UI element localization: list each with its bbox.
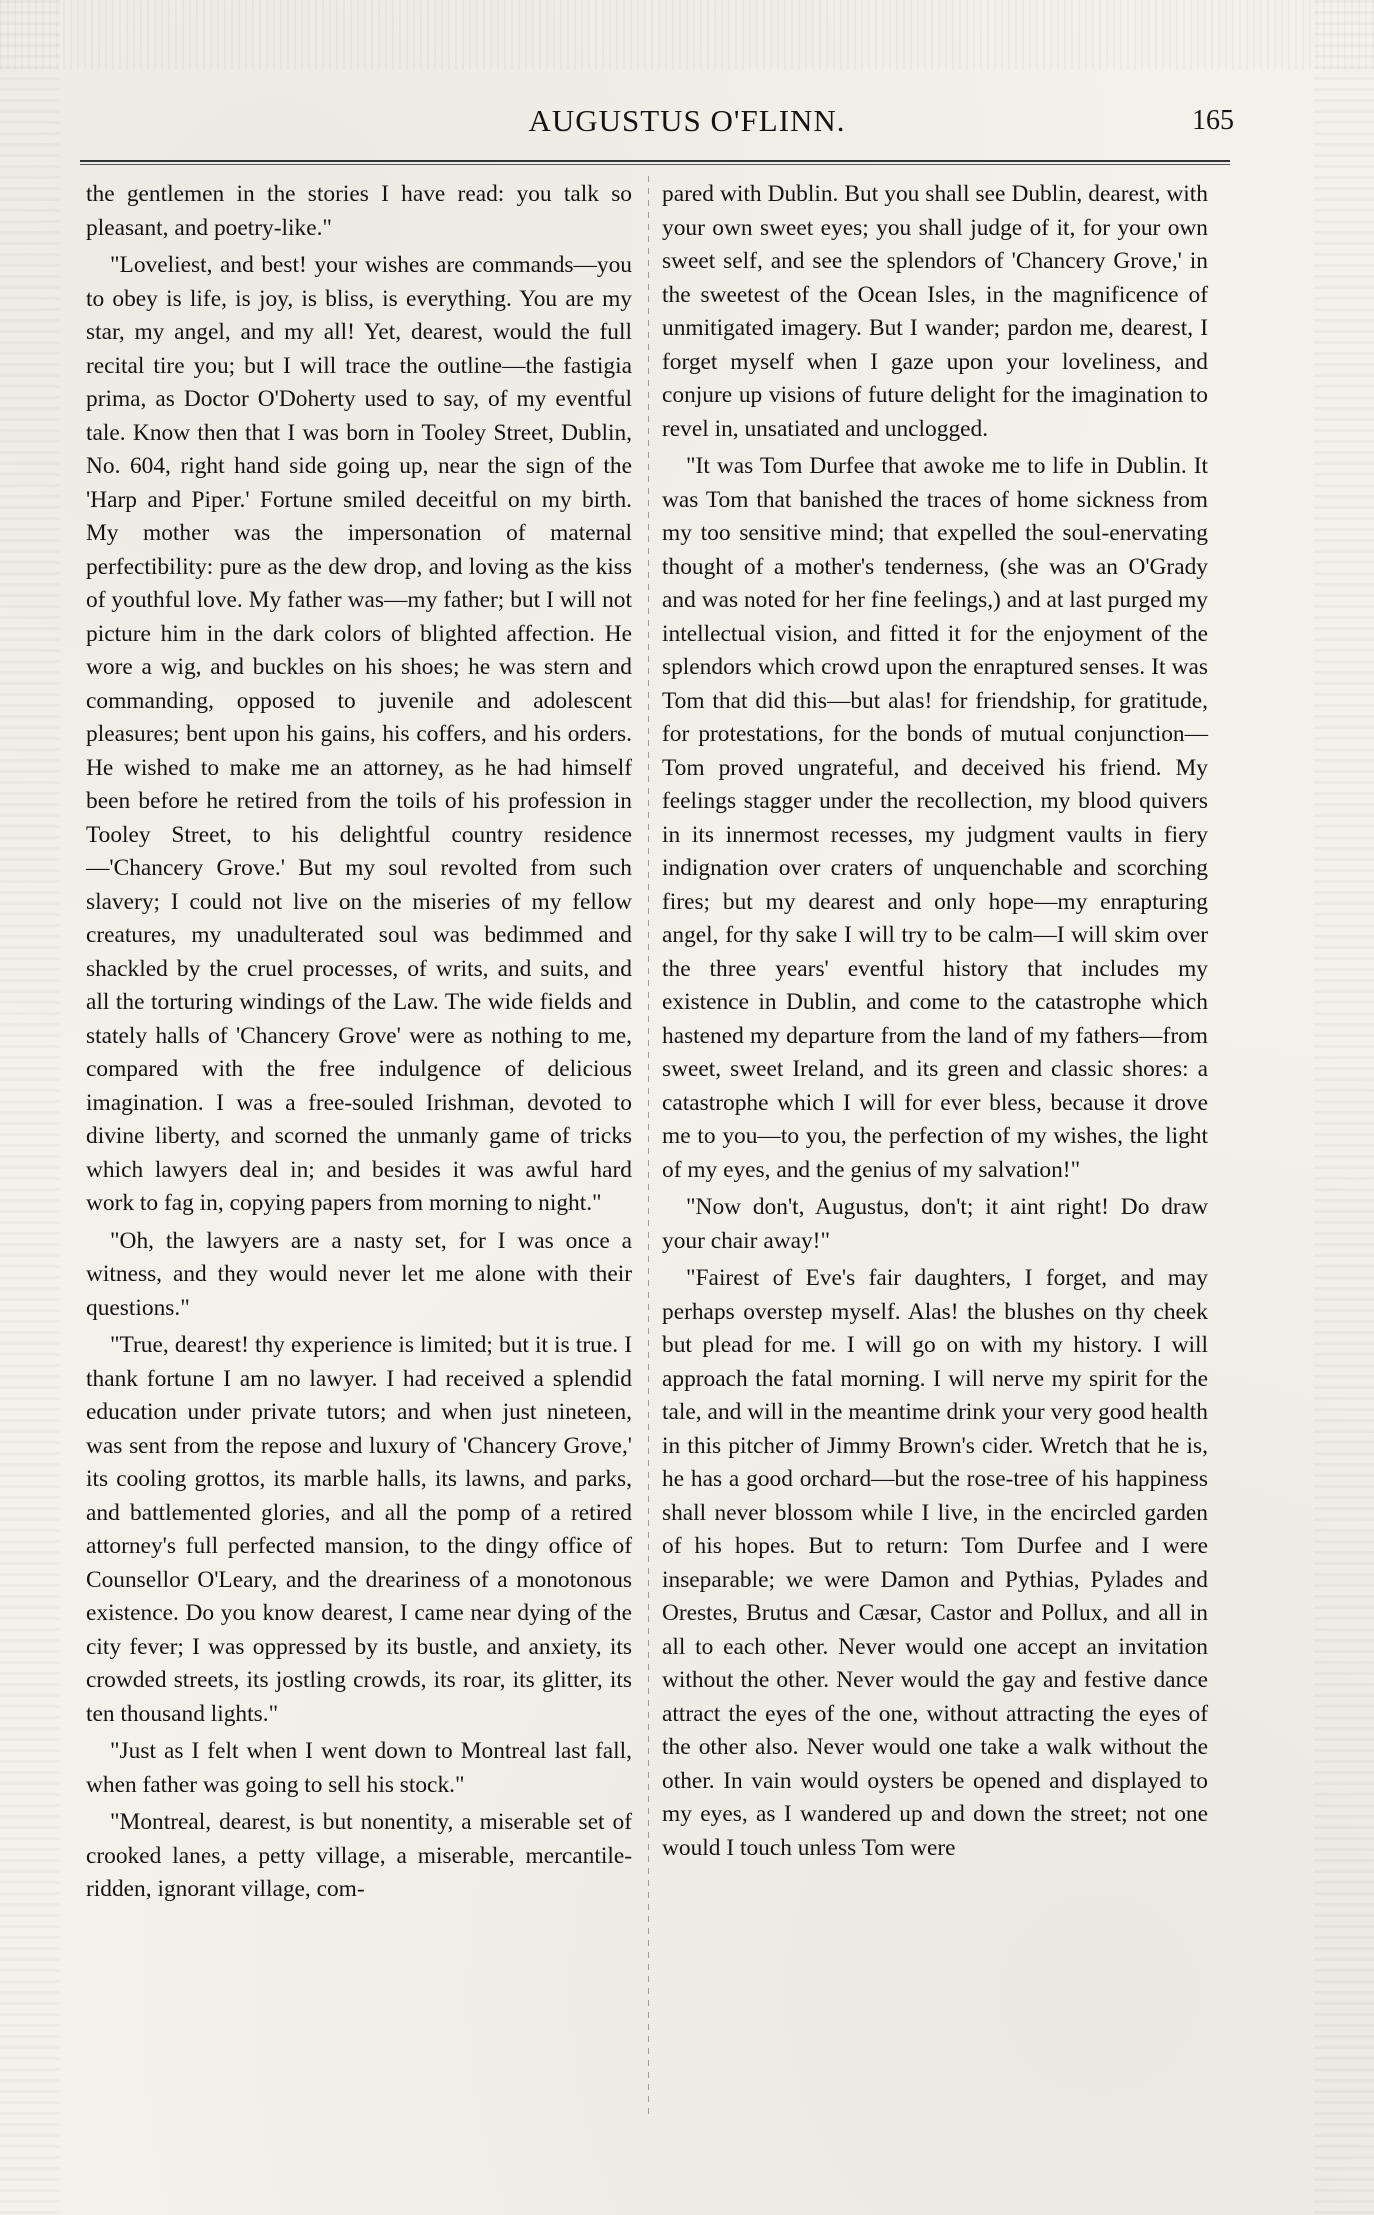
paragraph: the gentlemen in the stories I have read: you talk so pleasant, and poetry-like." [86,181,632,241]
left-column [86,178,632,1911]
column-divider [648,176,649,2116]
paragraph: "Now don't, Augustus, don't; it aint right! Do draw your chair away!" [662,1194,1208,1254]
paragraph: "Fairest of Eve's fair daughters, I forget, and may perhaps overstep myself. Alas! the blushes on thy cheek but plead for me. I will go on with my history. I will approach the fatal morning. I will nerve my spirit for the tale, and will in the meantime drink your very good health in this pitcher of Jimmy Brown's cider. Wretch that he is, he has a good orchard—but the rose-tree of his happiness shall never blossom while I live, in the encircled garden of his hopes. But to return: Tom Durfee and I were inseparable; we were Damon and Pythias, Pylades and Orestes, Brutus and Cæsar, Castor and Pollux, and all in all to each other. Never would one accept an invitation without the other. Never would the gay and festive dance attract the eyes of the one, without attracting the eyes of the other also. Never would one take a walk without the other. In vain would oysters be opened and displayed to my eyes, as I wandered up and down the street; not one would I touch unless Tom were [662,1265,1208,1861]
page-number: 165 [1192,105,1234,136]
paragraph: "Montreal, dearest, is but nonentity, a miserable set of crooked lanes, a petty village, a miserable, mercantile-ridden, ignorant village, com- [86,1809,632,1902]
header-rule-secondary [80,164,1230,165]
paragraph: "It was Tom Durfee that awoke me to life in Dublin. It was Tom that banished the traces of home sickness from my too sensitive mind; that expelled the soul-enervating thought of a mother's tenderness, (she was an O'Grady and was noted for her fine feelings,) and at last purged my intellectual vision, and fitted it for the enjoyment of the splendors which crowd upon the enraptured senses. It was Tom that did this—but alas! for friendship, for gratitude, for protestations, for the bonds of mutual conjunction—Tom proved ungrateful, and deceived his friend. My feelings stagger under the recollection, my blood quivers in its innermost recesses, my judgment vaults in fiery indignation over craters of unquenchable and scorching fires; but my dearest and only hope—my enrapturing angel, for thy sake I will try to be calm—I will skim over the three years' eventful history that includes my existence in Dublin, and come to the catastrophe which hastened my departure from the land of my fathers—from sweet, sweet Ireland, and its green and classic shores: a catastrophe which I will for ever bless, because it drove me to you—to you, the perfection of my wishes, the light of my eyes, and the genius of my salvation!" [662,453,1208,1183]
right-column [662,178,1208,1869]
top-margin-noise [0,0,1374,70]
paragraph: pared with Dublin. But you shall see Dublin, dearest, with your own sweet eyes; you shall judge of it, for your own sweet self, and see the splendors of 'Chancery Grove,' in the sweetest of the Ocean Isles, in the magnificence of unmitigated imagery. But I wander; pardon me, dearest, I forget myself when I gaze upon your loveliness, and conjure up visions of future delight for the imagination to revel in, unsatiated and unclogged. [662,181,1208,442]
paragraph: "True, dearest! thy experience is limited; but it is true. I thank fortune I am no lawyer. I had received a splendid education under private tutors; and when just nineteen, was sent from the repose and luxury of 'Chancery Grove,' its cooling grottos, its marble halls, its lawns, and parks, and battlemented glories, and all the pomp of a retired attorney's full perfected mansion, to the dingy office of Counsellor O'Leary, and the dreariness of a monotonous existence. Do you know dearest, I came near dying of the city fever; I was oppressed by its bustle, and anxiety, its crowded streets, its jostling crowds, its roar, its glitter, its ten thousand lights." [86,1332,632,1727]
left-margin-noise [0,0,60,2215]
page-header [0,103,1374,143]
paragraph: "Just as I felt when I went down to Montreal last fall, when father was going to sell his stock." [86,1738,632,1798]
running-title: AUGUSTUS O'FLINN. [528,103,846,138]
header-rule [80,160,1230,162]
paragraph: "Oh, the lawyers are a nasty set, for I was once a witness, and they would never let me alone with their questions." [86,1227,632,1321]
paragraph: "Loveliest, and best! your wishes are commands—you to obey is life, is joy, is bliss, is everything. You are my star, my angel, and my all! Yet, dearest, would the full recital tire you; but I will trace the outline—the fastigia prima, as Doctor O'Doherty used to say, of my eventful tale. Know then that I was born in Tooley Street, Dublin, No. 604, right hand side going up, near the sign of the 'Harp and Piper.' Fortune smiled deceitful on my birth. My mother was the impersonation of maternal perfectibility: pure as the dew drop, and loving as the kiss of youthful love. My father was—my father; but I will not picture him in the dark colors of blighted affection. He wore a wig, and buckles on his shoes; he was stern and commanding, opposed to juvenile and adolescent pleasures; bent upon his gains, his coffers, and his orders. He wished to make me an attorney, as he had himself been before he retired from the toils of his profession in Tooley Street, to his delightful country residence—'Chancery Grove.' But my soul revolted from such slavery; I could not live on the miseries of my fellow creatures, my unadulterated soul was bedimmed and shackled by the cruel processes, of writs, and suits, and all the torturing windings of the Law. The wide fields and stately halls of 'Chancery Grove' were as nothing to me, compared with the free indulgence of delicious imagination. I was a free-souled Irishman, devoted to divine liberty, and scorned the unmanly game of tricks which lawyers deal in; and besides it was awful hard work to fag in, copying papers from morning to night." [86,252,632,1216]
right-margin-noise [1314,0,1374,2215]
